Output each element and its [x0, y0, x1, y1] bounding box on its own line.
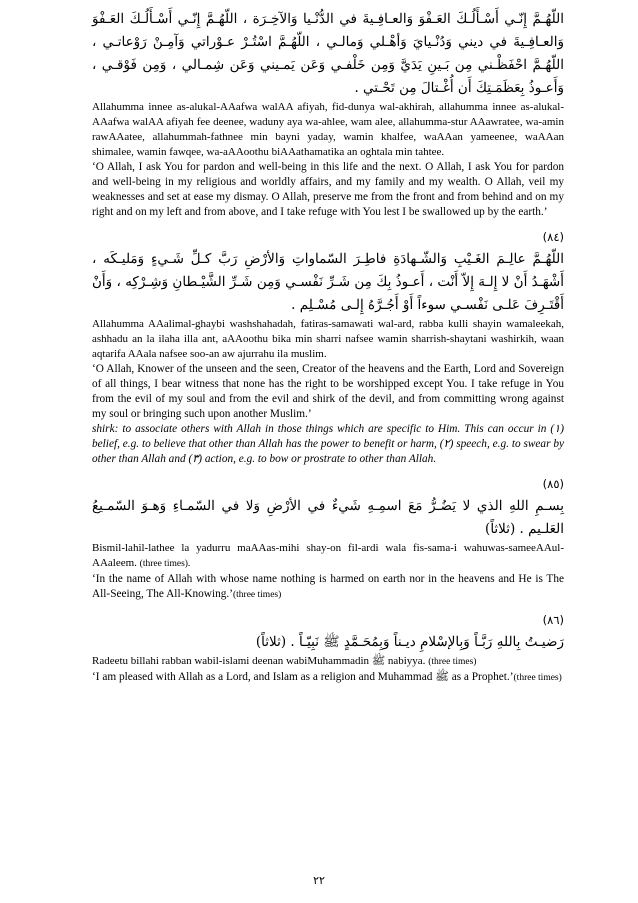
- dua-86-english: ‘I am pleased with Allah as a Lord, and Islam as a religion and Muhammad ﷺ as a Prophet.’: [92, 671, 514, 683]
- dua-85-number: (٨٥): [542, 477, 564, 491]
- dua-86-transliteration-wrap: [92, 654, 564, 670]
- dua-85-english-note: (three times): [233, 590, 282, 600]
- dua-86-number: (٨٦): [542, 613, 564, 627]
- dua-86-english-note: (three times): [513, 673, 562, 683]
- dua-85-transliteration: Bismil-lahil-lathee la yadurru maAAas-mihi shay-on fil-ardi wala fis-sama-i wahuwas-sameeAAul-AAaleem.: [92, 542, 564, 569]
- dua-86-transliteration-note: (three times): [428, 657, 477, 667]
- dua-84-english: ‘O Allah, Knower of the unseen and the seen, Creator of the heavens and the Earth, Lord and Sovereign of all things, I bear witness that none has the right to be worshipped except You. I take refuge in You from the evil of my soul and from the evil and shirk of the devil, and from committing wrong against my soul or bringing such upon another Muslim.’: [92, 363, 564, 420]
- dua-84-shirk-note: shirk: to associate others with Allah in those things which are specific to Him. This can occur in (١) belief, e.g. to believe that other than Allah has the power to benefit or harm, (٢) speech, e.g. to swear by other than Allah and (٣) action, e.g. to bow or prostrate to other than Allah.: [92, 423, 564, 465]
- dua-83: [92, 8, 564, 220]
- dua-86: [92, 613, 564, 686]
- dua-86-transliteration: Radeetu billahi rabban wabil-islami deenan wabiMuhammadin ﷺ nabiyya.: [92, 655, 426, 667]
- dua-85: [92, 477, 564, 603]
- dua-84: [92, 230, 564, 467]
- dua-83-english: ‘O Allah, I ask You for pardon and well-being in this life and the next. O Allah, I ask You for pardon and well-being in my religious and worldly affairs, and my family and my wealth. O Allah, veil my weaknesses and set at ease my dismay. O Allah, preserve me from the front and from behind and on my right and on my left and from above, and I take refuge with You lest I be swallowed up by the earth.’: [92, 161, 564, 218]
- page-number: ٢٢: [313, 874, 325, 887]
- dua-85-arabic: بِسـمِ اللهِ الذي لا يَضُـرُّ مَعَ اسمِـهِ شَيءٌ في الأرْضِ وَلا في السّمـاءِ وَهـوَ السّمـيعُ العَلـيم . (ثلاثاً): [92, 498, 564, 537]
- dua-83-arabic: اللّهُـمَّ إِنّـي أَسْـأَلُـكَ العَـفْوَ وَالعـافِـيةَ في الدُّنْـيا وَالآخِـرَة ، اللّهُـمَّ إِنّـي أَسْـأَلُـكَ العَـفْوَ وَالعـافِـيةَ في ديني وَدُنْـيايَ وَأهْـلي وَمالـي ، اللّهُـمَّ اسْتُـرْ عـوْراتي وَآمِـنْ رَوْعاتـي ، اللّهُـمَّ احْفَظْـني مِن بَـينِ يَدَيَّ وَمِن خَلْفـي وَعَن يَمـيني وَعَن شِمـالي ، وَمِن فَوْقـي ، وَأَعـوذُ بِعَظَمَـتِكَ أَن أُغْـتالَ مِن تَحْـتي .: [92, 11, 564, 96]
- dua-84-arabic: اللّهُـمَّ عالِـمَ الغَـيْبِ وَالشّـهادَةِ فاطِـرَ السّماواتِ وَالأرْضِ رَبَّ كـلِّ شَـيءٍ وَمَليـكَه ، أَشْهَـدُ أَنْ لا إِلـهَ إِلاّ أَنْت ، أَعـوذُ بِكَ مِن شَـرِّ نَفْسـي وَمِن شَـرِّ الشَّيْـطانِ وَشِـرْكِه ، وَأَنْ أَقْتَـرِفَ عَلـى نَفْسـي سوءاً أَوْ أَجُـرَّهُ إِلـى مُسْـلِم .: [92, 251, 564, 313]
- dua-85-english: ‘In the name of Allah with whose name nothing is harmed on earth nor in the heavens and He is The All-Seeing, The All-Knowing.’: [92, 573, 564, 600]
- dua-84-transliteration: Allahumma AAalimal-ghaybi washshahadah, fatiras-samawati wal-ard, rabba kulli shayin wamaleekah, ashhadu an la ilaha illa ant, aAAoothu bika min sharri nafsee wamin sharrish-shaytani washirkih, waan aqtarifa AAala nafsee soo-an aw ajurrahu ila muslim.: [92, 318, 564, 360]
- dua-86-english-wrap: [92, 670, 564, 686]
- dua-85-transliteration-wrap: [92, 541, 564, 572]
- page-content: [92, 8, 564, 688]
- dua-85-transliteration-note: (three times).: [139, 559, 191, 569]
- dua-86-arabic: رَضيـتُ بِاللهِ رَبَّـاً وَبِالإسْلامِ ديـناً وَبِمُحَـمَّدٍ ﷺ نَبِيّـاً . (ثلاثاً): [255, 634, 564, 650]
- dua-83-transliteration: Allahumma innee as-alukal-AAafwa walAA afiyah, fid-dunya wal-akhirah, allahumma innee as-alukal-AAafwa walAA afiyah fee deenee, waduny aya wa-ahlee, wam alee, allahumma-stur AAawratee, wa-amin rawAAatee, allahummah-fathnee min bayni yaday, wamin khalfee, waAAan yameenee, waAAan shimalee, wamin fawqee, wa-aAAoothu biAAathamatika an oghtala min tahtee.: [92, 101, 564, 158]
- dua-85-english-wrap: [92, 572, 564, 603]
- dua-84-number: (٨٤): [542, 230, 564, 244]
